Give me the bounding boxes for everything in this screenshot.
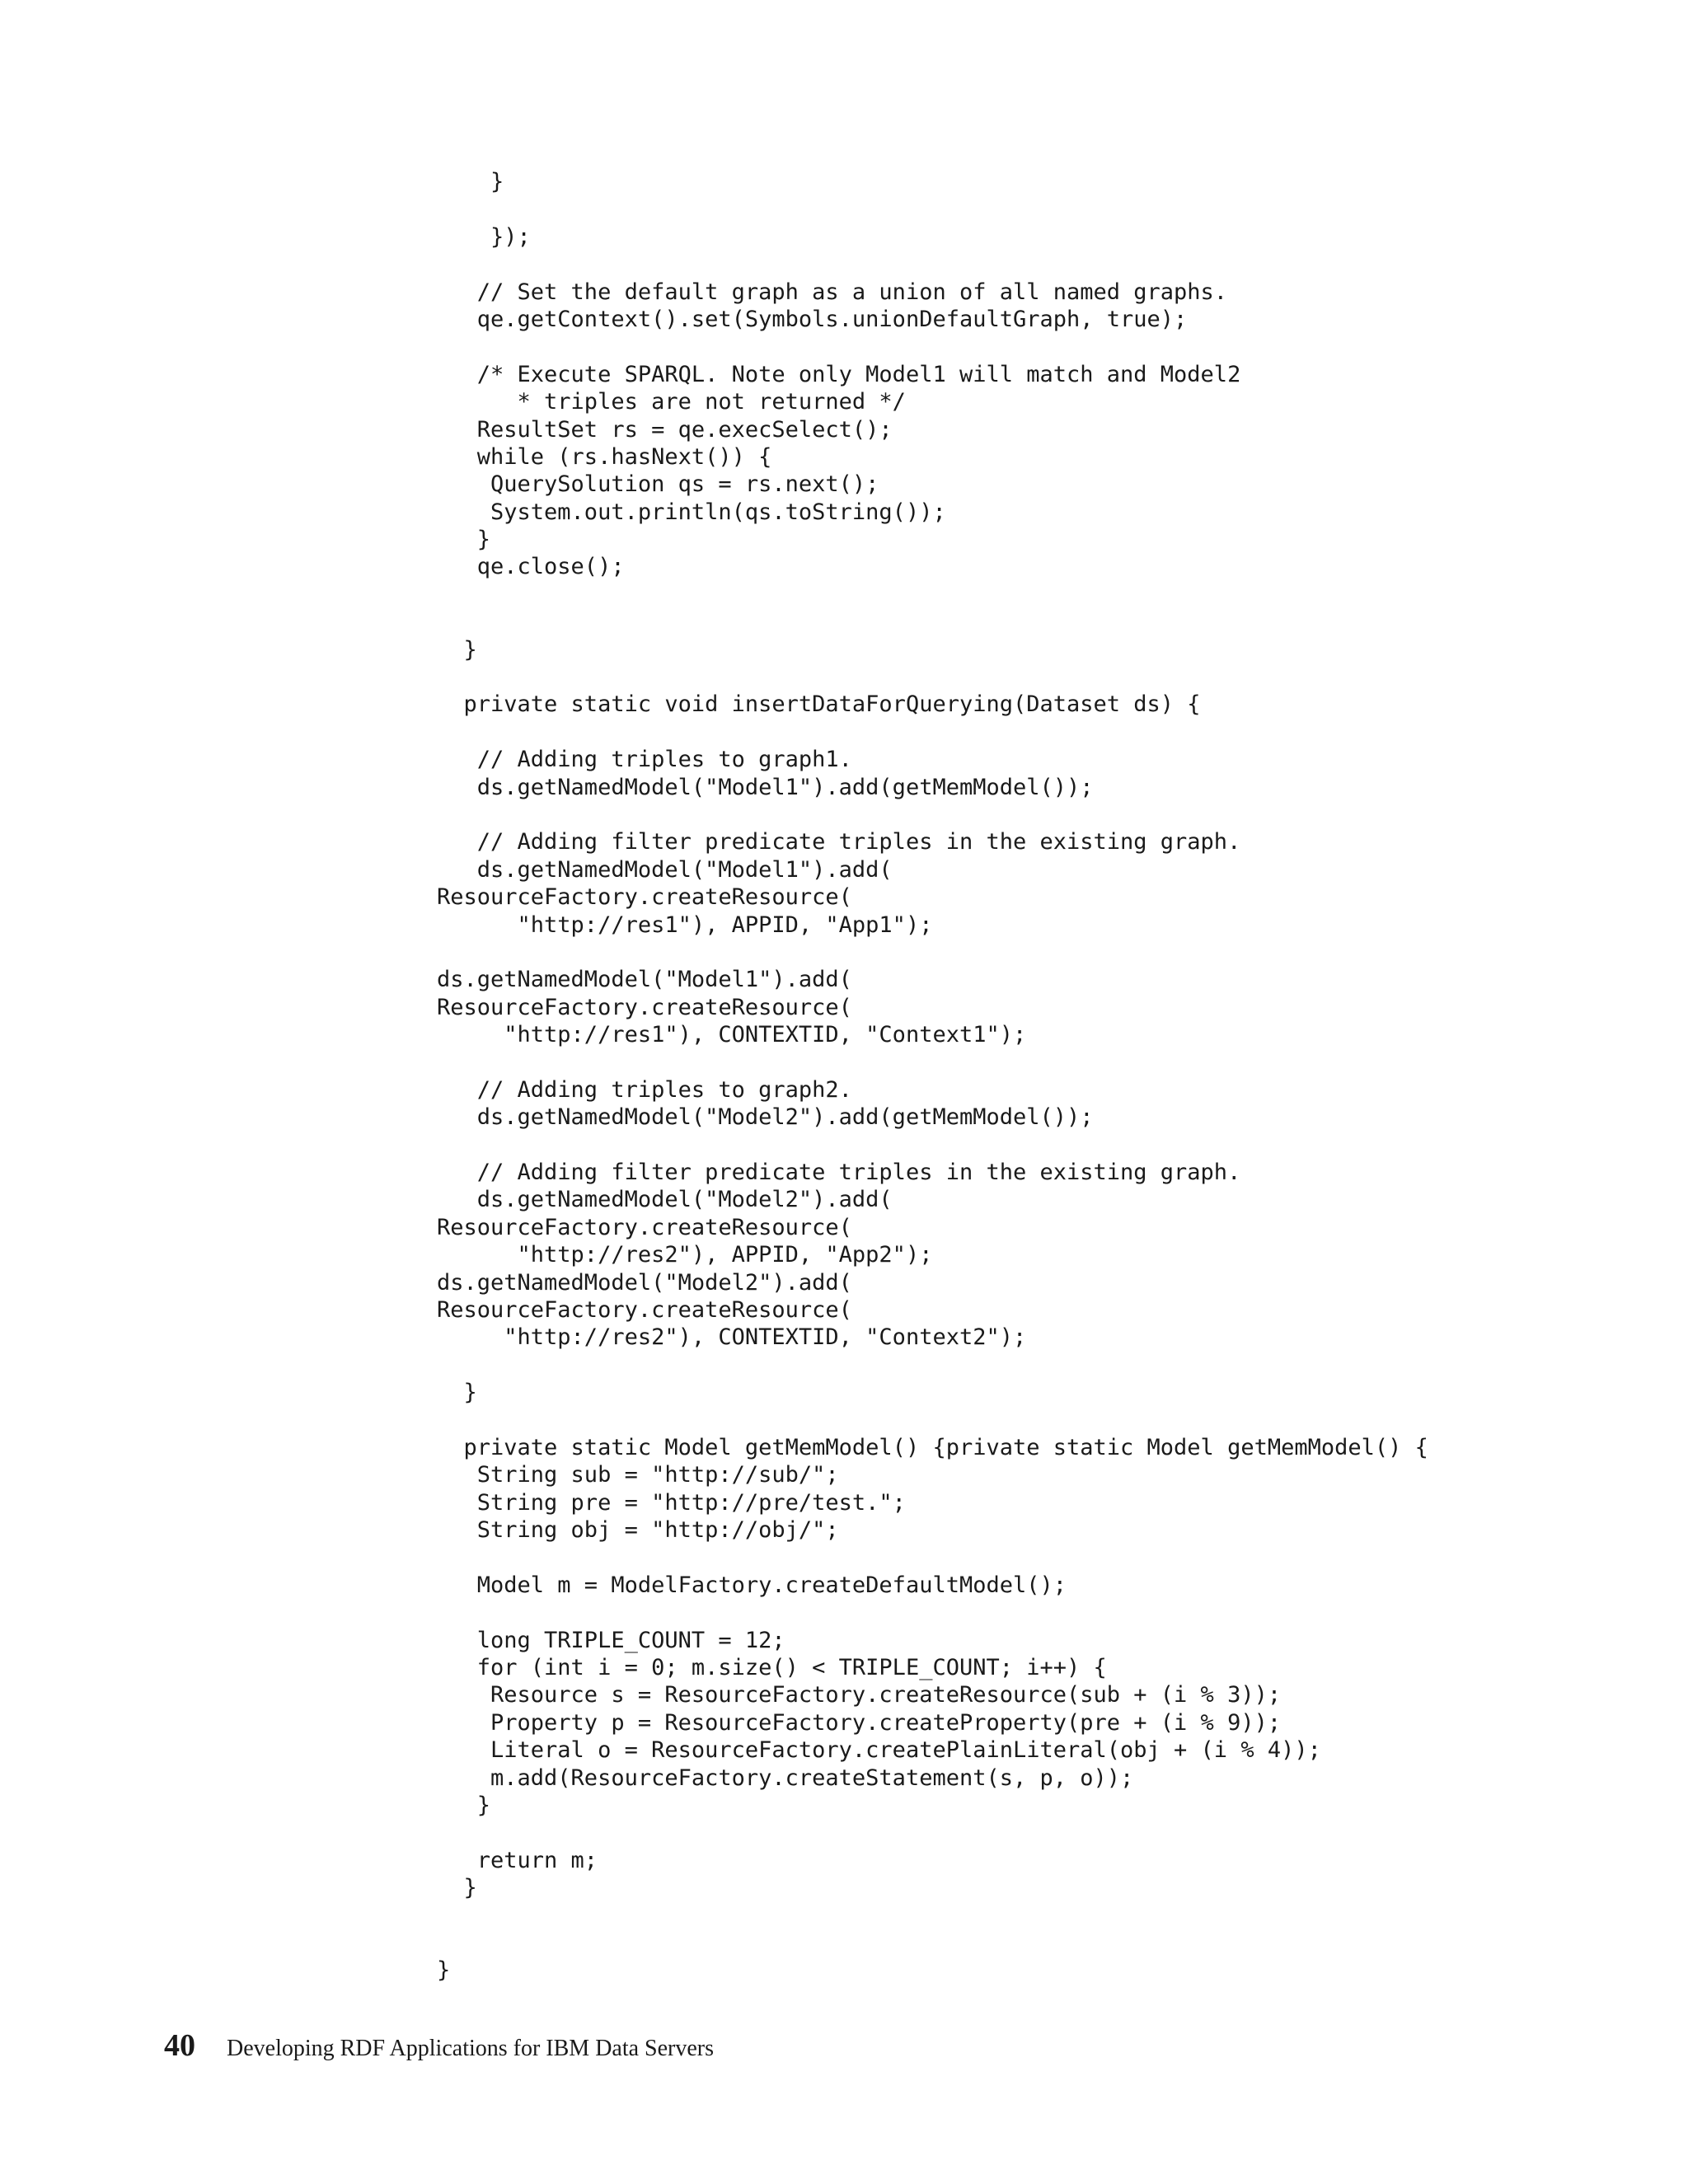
page-number: 40 — [164, 2028, 195, 2063]
code-line: qe.close(); — [437, 554, 625, 580]
code-line — [437, 1352, 1428, 1379]
code-line — [437, 1544, 1428, 1572]
code-line: ResourceFactory.createResource( — [437, 1297, 852, 1324]
code-line: ResourceFactory.createResource( — [437, 1214, 852, 1240]
code-line: Property p = ResourceFactory.createProperty(pre + (i % 9)); — [437, 1709, 1282, 1736]
code-line: // Adding filter predicate triples in the existing graph. — [437, 829, 1241, 855]
code-line: ds.getNamedModel("Model1").add( — [437, 856, 893, 883]
code-line — [437, 1599, 1428, 1626]
code-line: private static Model getMemModel() {private static Model getMemModel() { — [437, 1434, 1428, 1460]
code-line: } — [437, 1380, 477, 1406]
code-line — [437, 251, 1428, 278]
book-title: Developing RDF Applications for IBM Data Servers — [227, 2036, 715, 2061]
code-line: ds.getNamedModel("Model1").add( — [437, 967, 852, 993]
code-line — [437, 1407, 1428, 1434]
code-line — [437, 939, 1428, 966]
code-line: ds.getNamedModel("Model1").add(getMemModel()); — [437, 774, 1094, 800]
code-line: } — [437, 1875, 477, 1901]
code-line: }); — [437, 223, 531, 250]
code-line: String pre = "http://pre/test."; — [437, 1489, 906, 1516]
code-line: QuerySolution qs = rs.next(); — [437, 471, 879, 498]
code-line: for (int i = 0; m.size() < TRIPLE_COUNT; i++) { — [437, 1655, 1107, 1681]
code-line: qe.getContext().set(Symbols.unionDefaultGraph, true); — [437, 306, 1188, 332]
code-line: } — [437, 169, 504, 194]
code-line — [437, 801, 1428, 828]
code-line: ds.getNamedModel("Model2").add(getMemModel()); — [437, 1104, 1094, 1131]
code-line: } — [437, 1793, 491, 1819]
code-line: "http://res2"), CONTEXTID, "Context2"); — [437, 1324, 1027, 1351]
code-line: // Set the default graph as a union of all named graphs. — [437, 279, 1228, 305]
code-line: while (rs.hasNext()) { — [437, 443, 772, 470]
code-line: String sub = "http://sub/"; — [437, 1462, 839, 1488]
code-line: "http://res1"), CONTEXTID, "Context1"); — [437, 1022, 1027, 1048]
code-line: ResultSet rs = qe.execSelect(); — [437, 416, 893, 443]
code-listing — [437, 168, 1428, 1985]
page-footer — [164, 2027, 714, 2064]
code-line: ds.getNamedModel("Model2").add( — [437, 1269, 852, 1296]
code-line: return m; — [437, 1847, 598, 1873]
code-line — [437, 333, 1428, 360]
code-line: ResourceFactory.createResource( — [437, 884, 852, 911]
code-line: } — [437, 527, 491, 553]
code-line: Literal o = ResourceFactory.createPlainLiteral(obj + (i % 4)); — [437, 1737, 1321, 1764]
code-line: } — [437, 1957, 451, 1984]
code-line: String obj = "http://obj/"; — [437, 1517, 839, 1544]
code-line: // Adding triples to graph1. — [437, 747, 852, 773]
code-line: * triples are not returned */ — [437, 389, 906, 415]
code-line — [437, 1819, 1428, 1846]
code-line: } — [437, 636, 477, 663]
code-line: // Adding triples to graph2. — [437, 1076, 852, 1103]
code-line — [437, 1132, 1428, 1159]
code-line: /* Execute SPARQL. Note only Model1 will match and Model2 — [437, 361, 1241, 387]
code-line — [437, 1049, 1428, 1076]
code-line — [437, 1929, 1428, 1957]
code-line: "http://res2"), APPID, "App2"); — [437, 1242, 933, 1268]
code-line: Resource s = ResourceFactory.createResource(sub + (i % 3)); — [437, 1682, 1282, 1708]
code-line: System.out.println(qs.toString()); — [437, 499, 946, 525]
code-line — [437, 719, 1428, 746]
code-line — [437, 663, 1428, 691]
code-line — [437, 1902, 1428, 1929]
code-line: Model m = ModelFactory.createDefaultModel(); — [437, 1572, 1067, 1598]
code-line — [437, 581, 1428, 608]
code-line: // Adding filter predicate triples in the existing graph. — [437, 1160, 1241, 1186]
code-line: m.add(ResourceFactory.createStatement(s, p, o)); — [437, 1765, 1134, 1791]
code-line — [437, 195, 1428, 223]
code-line: ds.getNamedModel("Model2").add( — [437, 1187, 893, 1213]
code-line: ResourceFactory.createResource( — [437, 994, 852, 1020]
code-line: private static void insertDataForQuerying(Dataset ds) { — [437, 691, 1201, 718]
code-line — [437, 608, 1428, 635]
code-line: "http://res1"), APPID, "App1"); — [437, 912, 933, 938]
code-line: long TRIPLE_COUNT = 12; — [437, 1627, 785, 1653]
